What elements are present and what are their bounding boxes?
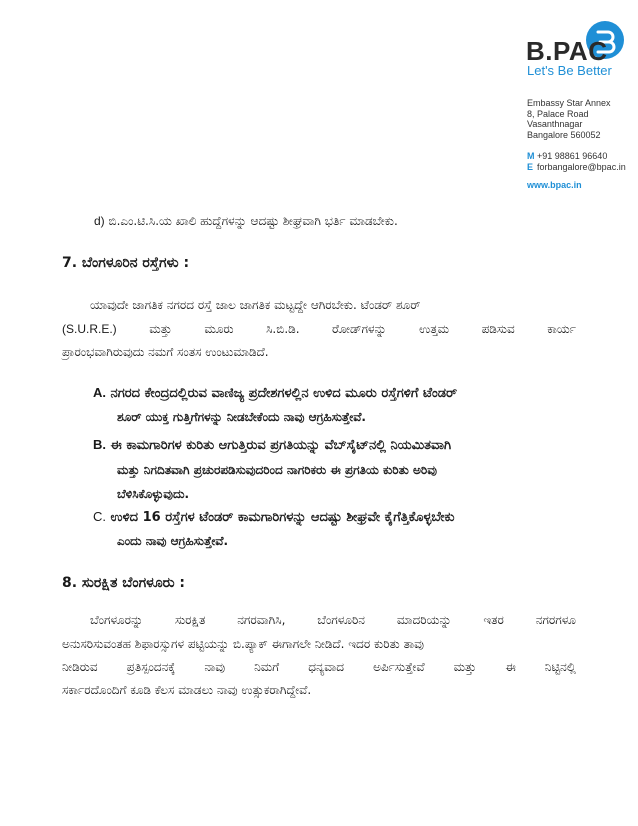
list-item-b bbox=[93, 437, 451, 454]
word: ನಗರವಾಗಿಸಿ, bbox=[237, 613, 286, 627]
word: ಬೆಂಗಳೂರಿನ bbox=[317, 613, 365, 627]
list-text: ಉಳಿದ 16 ರಸ್ತೆಗಳ ಟೆಂಡರ್ ಕಾಮಗಾರಿಗಳನ್ನು ಆದಷ್ಟು ಶೀಘ್ರವೇ ಕೈಗೆತ್ತಿಕೊಳ್ಳಬೇಕು bbox=[110, 510, 455, 525]
word: ಪ್ರತಿಸ್ಪಂದನಕ್ಕೆ bbox=[126, 660, 176, 674]
email-label: E bbox=[527, 162, 534, 172]
word: ಸುರಕ್ಷಿತ bbox=[174, 613, 206, 627]
word: ನಿಮಗೆ bbox=[254, 660, 280, 674]
word: ಅರ್ಪಿಸುತ್ತೇವೆ bbox=[373, 660, 425, 674]
list-marker: A. bbox=[93, 385, 106, 400]
list-item-a-cont: ಶೂರ್ ಯುಕ್ತ ಗುತ್ತಿಗೆಗಳನ್ನು ನೀಡಬೇಕೆಂದು ನಾವು ಆಗ್ರಹಿಸುತ್ತೇವೆ. bbox=[117, 410, 366, 424]
address-line: Embassy Star Annex bbox=[527, 98, 611, 108]
phone-number: +91 98861 96640 bbox=[537, 151, 608, 161]
word: ಮತ್ತು bbox=[149, 322, 172, 336]
list-marker: C. bbox=[93, 509, 106, 524]
list-item-b-cont: ಬೆಳಿಸಿಕೊಳ್ಳುವುದು. bbox=[117, 487, 190, 501]
address-line: Vasanthnagar bbox=[527, 119, 583, 129]
list-item-b-cont: ಮತ್ತು ನಿಗದಿತವಾಗಿ ಪ್ರಚುರಪಡಿಸುವುದರಿಂದ ನಾಗರಿಕರು ಈ ಪ್ರಗತಿಯ ಕುರಿತು ಅರಿವು bbox=[117, 463, 437, 477]
section-7-para-line: ಯಾವುದೇ ಜಾಗತಿಕ ನಗರದ ರಸ್ತೆ ಜಾಲ ಜಾಗತಿಕ ಮಟ್ಟದ್ದೇ ಆಗಿರಬೇಕು. ಟೆಂಡರ್ ಶೂರ್ bbox=[90, 298, 421, 312]
word: ಧನ್ಯವಾದ bbox=[308, 660, 344, 674]
item-d-text: ಬಿ.ಎಂ.ಟಿ.ಸಿ.ಯ ಖಾಲಿ ಹುದ್ದೆಗಳನ್ನು ಆದಷ್ಟು ಶೀಘ್ರವಾಗಿ ಭರ್ತಿ ಮಾಡಬೇಕು. bbox=[108, 214, 398, 228]
brand-tagline: Let's Be Better bbox=[527, 63, 612, 78]
section-8-para-line bbox=[90, 612, 576, 628]
word: ಬೆಂಗಳೂರನ್ನು bbox=[90, 613, 144, 627]
word: ನಗರಗಳೂ bbox=[535, 613, 576, 627]
word: (S.U.R.E.) bbox=[62, 322, 117, 336]
letterhead bbox=[0, 0, 638, 200]
word: ಈ bbox=[505, 660, 516, 674]
word: ಪಡಿಸುವ bbox=[481, 322, 515, 336]
word: ಇತರ bbox=[483, 613, 504, 627]
address-block bbox=[527, 98, 611, 140]
section-8-para-line bbox=[62, 659, 576, 675]
list-text: ಈ ಕಾಮಗಾರಿಗಳ ಕುರಿತು ಆಗುತ್ತಿರುವ ಪ್ರಗತಿಯನ್ನು ವೆಬ್‌ಸೈಟ್‌ನಲ್ಲಿ ನಿಯಮಿತವಾಗಿ bbox=[110, 438, 452, 453]
word: ರೋಡ್‌ಗಳನ್ನು bbox=[332, 322, 387, 336]
word: ಮಾದರಿಯನ್ನು bbox=[396, 613, 452, 627]
section-7-heading: 7. ಬೆಂಗಳೂರಿನ ರಸ್ತೆಗಳು : bbox=[62, 255, 190, 271]
address-line: Bangalore 560052 bbox=[527, 129, 601, 140]
item-d bbox=[94, 213, 398, 229]
list-text: ನಗರದ ಕೇಂದ್ರದಲ್ಲಿರುವ ವಾಣಿಜ್ಯ ಪ್ರದೇಶಗಳಲ್ಲಿನ ಉಳಿದ ಮೂರು ರಸ್ತೆಗಳಿಗೆ ಟೆಂಡರ್ bbox=[110, 386, 458, 401]
section-8-para-line: ಅನುಸರಿಸುವಂತಹ ಶಿಫಾರಸ್ಸುಗಳ ಪಟ್ಟಿಯನ್ನು ಬಿ.ಪ್ಯಾಕ್ ಈಗಾಗಲೇ ನೀಡಿದೆ. ಇದರ ಕುರಿತು ತಾವು bbox=[62, 637, 424, 651]
phone-label: M bbox=[527, 151, 535, 161]
list-item-a bbox=[93, 385, 457, 402]
word: ಮೂರು bbox=[204, 322, 234, 336]
section-7-para-line bbox=[62, 321, 576, 337]
section-8-heading: 8. ಸುರಕ್ಷಿತ ಬೆಂಗಳೂರು : bbox=[62, 575, 186, 591]
brand-wordmark: B.PAC bbox=[526, 36, 608, 66]
list-marker: B. bbox=[93, 437, 106, 452]
word: ಕಾರ್ಯ bbox=[547, 322, 576, 336]
section-7-para-line: ಪ್ರಾರಂಭವಾಗಿರುವುದು ನಮಗೆ ಸಂತಸ ಉಂಟುಮಾಡಿದೆ. bbox=[62, 345, 269, 359]
list-item-c-cont: ಎಂದು ನಾವು ಆಗ್ರಹಿಸುತ್ತೇವೆ. bbox=[117, 534, 229, 548]
address-line: 8, Palace Road bbox=[527, 108, 589, 119]
item-d-marker: d) bbox=[94, 214, 105, 228]
word: ಸಿ.ಬಿ.ಡಿ. bbox=[266, 322, 300, 336]
word: ನಾವು bbox=[204, 660, 226, 674]
word: ಉತ್ತಮ bbox=[419, 322, 450, 336]
word: ನಿಟ್ಟಿನಲ್ಲಿ bbox=[544, 660, 576, 674]
contact-block bbox=[527, 151, 626, 173]
section-8-para-line: ಸರ್ಕಾರದೊಂದಿಗೆ ಕೂಡಿ ಕೆಲಸ ಮಾಡಲು ನಾವು ಉತ್ಸುಕರಾಗಿದ್ದೇವೆ. bbox=[62, 683, 312, 697]
word: ಮತ್ತು bbox=[453, 660, 477, 674]
word: ನೀಡಿರುವ bbox=[62, 660, 98, 674]
email-link[interactable]: forbangalore@bpac.in bbox=[537, 162, 626, 172]
list-item-c bbox=[93, 509, 454, 526]
website-link[interactable]: www.bpac.in bbox=[527, 180, 582, 190]
